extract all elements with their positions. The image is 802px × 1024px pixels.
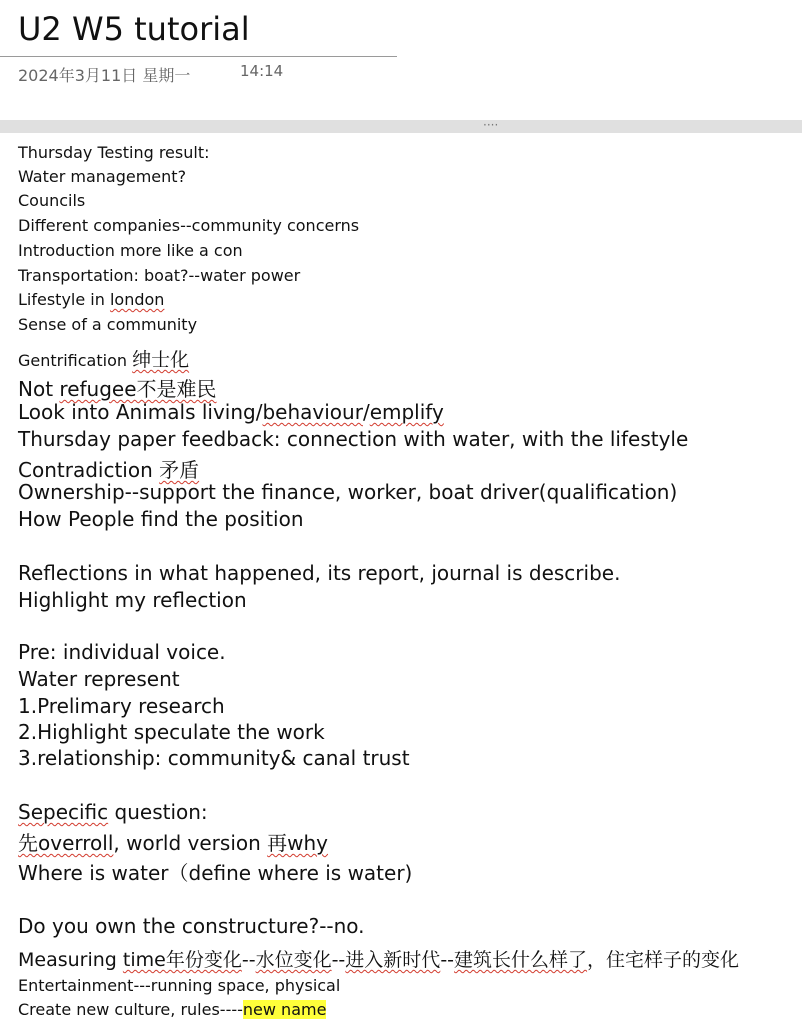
text-line [18, 400, 444, 424]
note-time: 14:14 [240, 62, 284, 80]
text-line [18, 945, 739, 972]
text-run: Lifestyle in [18, 290, 110, 309]
note-title[interactable]: U2 W5 tutorial [18, 10, 250, 48]
text-run: -- [331, 949, 346, 971]
text-line: 1.Prelimary research [18, 694, 225, 718]
text-line: 2.Highlight speculate the work [18, 720, 325, 744]
text-line [18, 800, 208, 824]
text-line: Sense of a community [18, 315, 198, 334]
text-line [18, 345, 189, 372]
text-run: ，住宅样子的变化 [587, 949, 740, 971]
resize-divider[interactable] [0, 120, 802, 133]
misspelled-word[interactable]: Sepecific [18, 800, 109, 824]
title-underline [0, 56, 397, 57]
text-line [18, 373, 217, 402]
text-run: Not [18, 377, 60, 401]
text-run: Create new culture, rules---- [18, 1000, 243, 1019]
text-line: 3.relationship: community& canal trust [18, 746, 410, 770]
text-run: , world version [113, 831, 268, 855]
drag-handle-icon[interactable]: ···· [483, 118, 499, 132]
text-line [18, 454, 199, 483]
misspelled-word[interactable]: 进入新时代 [345, 949, 441, 971]
text-run: Gentrification [18, 351, 133, 370]
text-line: Where is water（define where is water) [18, 861, 413, 885]
text-run: question: [108, 800, 208, 824]
text-run: Contradiction [18, 458, 160, 482]
note-date: 2024年3月11日 星期一 [18, 66, 191, 85]
text-line: Pre: individual voice. [18, 640, 226, 664]
text-line: Water represent [18, 667, 180, 691]
text-run: Measuring [18, 949, 123, 971]
text-line: Entertainment---running space, physical [18, 976, 341, 995]
text-run: Look into Animals living/ [18, 400, 263, 424]
text-line: Introduction more like a con [18, 241, 243, 260]
misspelled-word[interactable]: 建筑长什么样了 [454, 949, 588, 971]
text-line: Councils [18, 191, 86, 210]
misspelled-word[interactable]: time年份变化 [122, 949, 242, 971]
text-line: Reflections in what happened, its report, journal is describe. [18, 561, 621, 585]
misspelled-word[interactable]: 再why [267, 831, 329, 855]
text-line: Different companies--community concerns [18, 216, 360, 235]
misspelled-word[interactable]: 水位变化 [255, 949, 332, 971]
text-run: / [362, 400, 370, 424]
text-line [18, 827, 328, 856]
misspelled-word[interactable]: emplify [369, 400, 444, 424]
misspelled-word[interactable]: 绅士化 [132, 349, 190, 371]
misspelled-word[interactable]: refugee不是难民 [59, 377, 217, 401]
text-line: Highlight my reflection [18, 588, 247, 612]
misspelled-word[interactable]: 先overroll [18, 831, 114, 855]
text-line: Do you own the constructure?--no. [18, 914, 365, 938]
text-line: Thursday Testing result: [18, 143, 210, 162]
text-line: Ownership--support the finance, worker, boat driver(qualification) [18, 480, 678, 504]
text-line [18, 290, 164, 309]
text-run: -- [440, 949, 455, 971]
misspelled-word[interactable]: behaviour [262, 400, 363, 424]
text-line: Water management? [18, 167, 187, 186]
text-run: -- [241, 949, 256, 971]
text-line: How People find the position [18, 507, 304, 531]
text-line: Thursday paper feedback: connection with water, with the lifestyle [18, 427, 689, 451]
highlighted-text: new name [242, 1000, 327, 1019]
text-line [18, 1000, 326, 1019]
text-line: Transportation: boat?--water power [18, 266, 301, 285]
misspelled-word[interactable]: london [109, 290, 165, 309]
misspelled-word[interactable]: 矛盾 [159, 458, 200, 482]
